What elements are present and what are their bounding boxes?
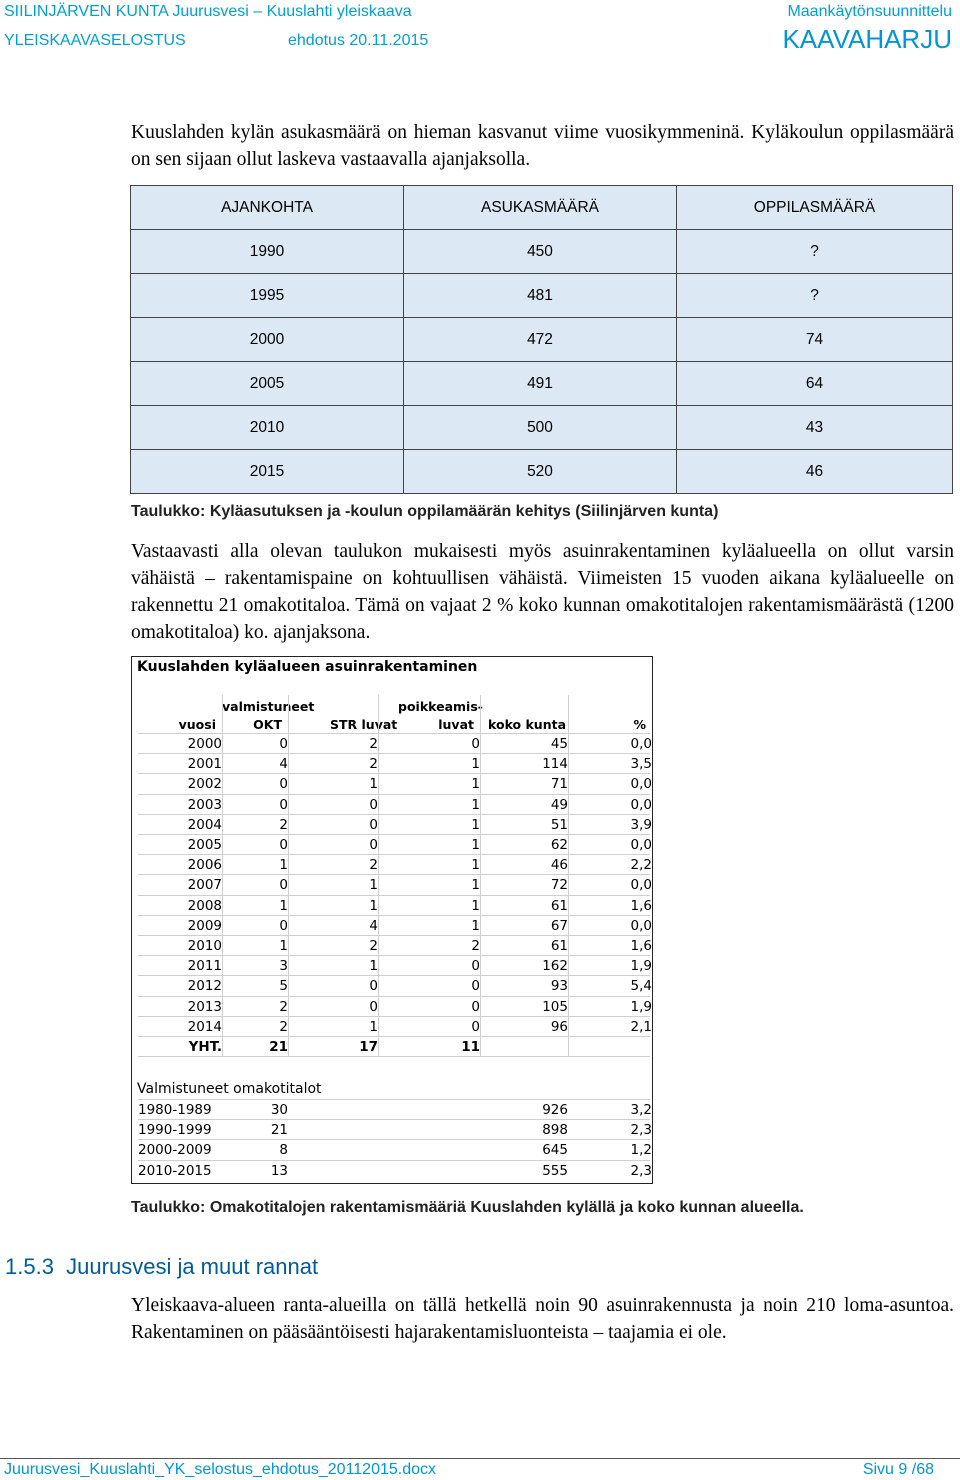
header-dept: Maankäytönsuunnittelu <box>787 3 952 20</box>
grid-line <box>138 874 650 875</box>
header-brand: KAAVAHARJU <box>782 24 952 54</box>
table-row <box>138 815 650 835</box>
cell-pct: 5,4 <box>630 978 652 995</box>
cell-pct: 3,5 <box>630 756 652 773</box>
table-row <box>131 274 953 318</box>
section-number: 1.5.3 <box>5 1254 54 1279</box>
cell-year: 2000 <box>131 318 404 362</box>
cell-pct: 2,2 <box>630 857 652 874</box>
cell-str: 1 <box>369 877 378 894</box>
cell-pct: 3,9 <box>630 816 652 833</box>
cell-pupils: 64 <box>677 362 953 406</box>
cell-poik: 1 <box>471 837 480 853</box>
cell-year: 2008 <box>187 897 222 914</box>
cell-okt: 0 <box>279 796 288 813</box>
cell-str: 0 <box>369 837 378 853</box>
cell-pct: 0,0 <box>630 776 652 793</box>
table-row <box>138 916 650 936</box>
grid-line <box>138 773 650 774</box>
grid-line <box>138 935 650 936</box>
col-header-poik: luvat <box>438 717 474 732</box>
cell-koko: 555 <box>542 1162 568 1179</box>
cell-year: 2003 <box>187 796 222 813</box>
grid-line <box>222 695 223 1057</box>
grid-line <box>288 695 289 1057</box>
table-row <box>138 936 650 956</box>
cell-okt: 21 <box>270 1122 288 1139</box>
intro-paragraph: Kuuslahden kylän asukasmäärä on hieman kasvanut viime vuosikymmeninä. Kyläkoulun oppilasmäärä on sen sijaan ollut laskeva vastaavalla ajanjaksolla. <box>131 122 954 170</box>
cell-str: 1 <box>369 897 378 914</box>
cell-population: 481 <box>404 274 677 318</box>
cell-year: 2005 <box>187 837 222 853</box>
cell-year: 2009 <box>187 917 222 934</box>
cell-poik: 1 <box>471 776 480 793</box>
grid-line <box>138 996 650 997</box>
cell-koko: 45 <box>550 736 568 752</box>
cell-koko: 62 <box>550 837 568 853</box>
cell-pct: 0,0 <box>630 736 652 752</box>
total-str: 17 <box>359 1039 378 1055</box>
cell-poik: 0 <box>471 1018 480 1035</box>
header-org: SIILINJÄRVEN KUNTA <box>4 3 168 20</box>
construction-table <box>131 656 653 1184</box>
cell-year: 2002 <box>187 776 222 793</box>
cell-okt: 1 <box>279 897 288 914</box>
col-header-okt: OKT <box>253 717 282 732</box>
table-header-row <box>131 186 953 230</box>
construction-table-title: Kuuslahden kyläalueen asuinrakentaminen <box>137 659 478 675</box>
grid-line <box>138 854 650 855</box>
body-paragraph: Vastaavasti alla olevan taulukon mukaisesti myös asuinrakentaminen kyläalueella on ollut varsin vähäistä – rakentamispaine on kohtuullisen vähäistä. Viimeisten 15 vuoden aikana kyläalueelle on rakennettu 21 omakotitaloa. Tämä on vajaat 2 % koko kunnan omakotitalojen rakentamismäärästä (1200 omakotitaloa) ko. ajanjaksona. <box>131 541 954 643</box>
footer-page-label: Sivu <box>862 1461 894 1478</box>
grid-line <box>138 794 650 795</box>
grid-line <box>138 814 650 815</box>
cell-okt: 3 <box>279 958 288 975</box>
col-header-vuosi: vuosi <box>178 717 216 732</box>
cell-period: 2000-2009 <box>138 1142 212 1159</box>
cell-okt: 8 <box>279 1142 288 1159</box>
cell-poik: 1 <box>471 816 480 833</box>
cell-pupils: 46 <box>677 450 953 494</box>
cell-poik: 0 <box>471 736 480 752</box>
cell-koko: 162 <box>542 958 568 975</box>
header-org-project <box>4 3 412 21</box>
table-row <box>138 795 650 815</box>
total-label: YHT. <box>188 1039 222 1055</box>
cell-year: 2014 <box>187 1018 222 1035</box>
cell-koko: 51 <box>550 816 568 833</box>
cell-str: 1 <box>369 958 378 975</box>
table-row <box>138 976 650 996</box>
grid-line <box>138 1139 650 1140</box>
table-row <box>138 1140 650 1160</box>
grid-line <box>138 1119 650 1120</box>
cell-pupils: 74 <box>677 318 953 362</box>
cell-koko: 49 <box>550 796 568 813</box>
grid-line <box>568 695 569 1057</box>
section-title: Juurusvesi ja muut rannat <box>66 1254 319 1279</box>
cell-okt: 0 <box>279 837 288 853</box>
col-header-ajankohta: AJANKOHTA <box>131 186 404 230</box>
table-row <box>138 855 650 875</box>
cell-koko: 61 <box>550 897 568 914</box>
grid-line <box>138 733 650 734</box>
col-header-str: STR luvat <box>330 717 398 732</box>
grid-line <box>138 915 650 916</box>
table-row <box>138 875 650 895</box>
cell-koko: 96 <box>550 1018 568 1035</box>
table-row <box>138 956 650 976</box>
cell-str: 1 <box>369 1018 378 1035</box>
table1-caption: Taulukko: Kyläasutuksen ja -koulun oppilamäärän kehitys (Siilinjärven kunta) <box>131 503 719 520</box>
grid-line <box>378 695 379 1057</box>
table-row <box>138 774 650 794</box>
cell-poik: 1 <box>471 897 480 914</box>
cell-poik: 0 <box>471 978 480 995</box>
cell-year: 2007 <box>187 877 222 894</box>
cell-okt: 2 <box>279 816 288 833</box>
table-row <box>131 318 953 362</box>
col-header-pct: % <box>633 717 646 732</box>
population-table <box>130 185 953 494</box>
table-row <box>131 406 953 450</box>
cell-pct: 1,9 <box>630 998 652 1015</box>
cell-pct: 0,0 <box>630 796 652 813</box>
footer-page-total: /68 <box>911 1461 934 1478</box>
cell-okt: 2 <box>279 1018 288 1035</box>
cell-koko: 114 <box>542 756 568 773</box>
cell-pct: 3,2 <box>630 1102 652 1118</box>
cell-pupils: 43 <box>677 406 953 450</box>
cell-koko: 71 <box>550 776 568 793</box>
footer-divider <box>0 1458 960 1459</box>
cell-koko: 898 <box>542 1122 568 1139</box>
table-row <box>138 1017 650 1037</box>
grid-line <box>138 895 650 896</box>
section-heading <box>5 1254 318 1280</box>
cell-year: 2000 <box>187 736 222 752</box>
cell-str: 2 <box>369 756 378 773</box>
cell-poik: 0 <box>471 958 480 975</box>
cell-year: 2015 <box>131 450 404 494</box>
cell-koko: 93 <box>550 978 568 995</box>
cell-okt: 0 <box>279 877 288 894</box>
cell-koko: 61 <box>550 938 568 954</box>
cell-koko: 645 <box>542 1142 568 1159</box>
cell-poik: 2 <box>471 938 480 954</box>
col-header-oppilasmaara: OPPILASMÄÄRÄ <box>677 186 953 230</box>
cell-pupils: ? <box>677 230 953 274</box>
grid-line <box>138 1036 650 1037</box>
cell-year: 2005 <box>131 362 404 406</box>
cell-koko: 105 <box>542 998 568 1015</box>
footer-filename: Juurusvesi_Kuuslahti_YK_selostus_ehdotus_20112015.docx <box>4 1461 437 1478</box>
cell-koko: 67 <box>550 917 568 934</box>
cell-pct: 2,1 <box>630 1018 652 1035</box>
grid-line <box>138 975 650 976</box>
cell-poik: 1 <box>471 756 480 773</box>
col-header-poik-top: poikkeamis- <box>398 699 483 714</box>
cell-okt: 0 <box>279 736 288 752</box>
table-row <box>138 1161 650 1181</box>
cell-period: 2010-2015 <box>138 1162 212 1179</box>
table-row <box>138 754 650 774</box>
table-row <box>131 450 953 494</box>
table-row <box>138 734 650 754</box>
cell-str: 0 <box>369 998 378 1015</box>
cell-okt: 30 <box>270 1102 288 1118</box>
cell-okt: 4 <box>279 756 288 773</box>
table-row <box>138 1100 650 1120</box>
cell-year: 2012 <box>187 978 222 995</box>
cell-str: 4 <box>369 917 378 934</box>
cell-okt: 0 <box>279 776 288 793</box>
cell-pct: 2,3 <box>630 1162 652 1179</box>
grid-line <box>138 1160 650 1161</box>
grid-line <box>480 695 481 1057</box>
cell-pct: 0,0 <box>630 877 652 894</box>
cell-okt: 5 <box>279 978 288 995</box>
header-draft: ehdotus 20.11.2015 <box>288 32 429 49</box>
cell-pct: 0,0 <box>630 837 652 853</box>
cell-poik: 1 <box>471 877 480 894</box>
section-paragraph: Yleiskaava-alueen ranta-alueilla on tällä hetkellä noin 90 asuinrakennusta ja noin 210 loma-asuntoa. Rakentaminen on pääsääntöisesti hajarakentamisluonteista – taajamia ei ole. <box>131 1295 954 1343</box>
table-row <box>138 997 650 1017</box>
cell-str: 1 <box>369 776 378 793</box>
cell-pct: 1,2 <box>630 1142 652 1159</box>
cell-population: 450 <box>404 230 677 274</box>
table-row <box>138 835 650 855</box>
table-row <box>138 896 650 916</box>
cell-pct: 1,9 <box>630 958 652 975</box>
grid-line <box>138 1099 650 1100</box>
summary-title: Valmistuneet omakotitalot <box>137 1081 322 1097</box>
table-row <box>138 1120 650 1140</box>
cell-population: 472 <box>404 318 677 362</box>
cell-okt: 2 <box>279 998 288 1015</box>
cell-year: 2011 <box>187 958 222 975</box>
cell-year: 2010 <box>131 406 404 450</box>
cell-period: 1990-1999 <box>138 1122 212 1139</box>
cell-str: 0 <box>369 796 378 813</box>
table2-caption: Taulukko: Omakotitalojen rakentamismääriä Kuuslahden kylällä ja koko kunnan alueella. <box>131 1199 804 1216</box>
grid-line <box>138 1056 650 1057</box>
cell-year: 2010 <box>187 938 222 954</box>
table-row <box>131 362 953 406</box>
cell-population: 500 <box>404 406 677 450</box>
cell-year: 2006 <box>187 857 222 874</box>
cell-year: 2013 <box>187 998 222 1015</box>
cell-population: 520 <box>404 450 677 494</box>
cell-poik: 1 <box>471 917 480 934</box>
table-row <box>131 230 953 274</box>
cell-str: 0 <box>369 978 378 995</box>
col-header-koko: koko kunta <box>488 717 567 732</box>
cell-poik: 1 <box>471 796 480 813</box>
header-project: Juurusvesi – Kuuslahti yleiskaava <box>172 3 412 20</box>
cell-population: 491 <box>404 362 677 406</box>
total-poik: 11 <box>461 1039 480 1055</box>
footer-page <box>863 1461 934 1479</box>
cell-str: 2 <box>369 938 378 954</box>
cell-okt: 13 <box>270 1162 288 1179</box>
grid-line <box>138 1016 650 1017</box>
cell-pupils: ? <box>677 274 953 318</box>
col-header-asukasmaara: ASUKASMÄÄRÄ <box>404 186 677 230</box>
grid-line <box>138 955 650 956</box>
cell-koko: 46 <box>550 857 568 874</box>
cell-okt: 0 <box>279 917 288 934</box>
cell-koko: 926 <box>542 1102 568 1118</box>
cell-pct: 1,6 <box>630 938 652 954</box>
cell-okt: 1 <box>279 938 288 954</box>
cell-year: 1990 <box>131 230 404 274</box>
col-header-okt-top: valmistuneet <box>222 699 315 714</box>
cell-pct: 1,6 <box>630 897 652 914</box>
cell-year: 2004 <box>187 816 222 833</box>
cell-okt: 1 <box>279 857 288 874</box>
cell-koko: 72 <box>550 877 568 894</box>
cell-str: 2 <box>369 736 378 752</box>
cell-year: 1995 <box>131 274 404 318</box>
footer-page-number: 9 <box>898 1461 908 1478</box>
grid-line <box>138 834 650 835</box>
cell-str: 2 <box>369 857 378 874</box>
cell-poik: 0 <box>471 998 480 1015</box>
cell-year: 2001 <box>187 756 222 773</box>
cell-period: 1980-1989 <box>138 1102 212 1118</box>
total-okt: 21 <box>269 1039 288 1055</box>
cell-pct: 2,3 <box>630 1122 652 1139</box>
grid-line <box>138 753 650 754</box>
cell-poik: 1 <box>471 857 480 874</box>
total-row <box>138 1037 650 1057</box>
cell-str: 0 <box>369 816 378 833</box>
cell-pct: 0,0 <box>630 917 652 934</box>
header-doc-type: YLEISKAAVASELOSTUS <box>4 32 186 49</box>
